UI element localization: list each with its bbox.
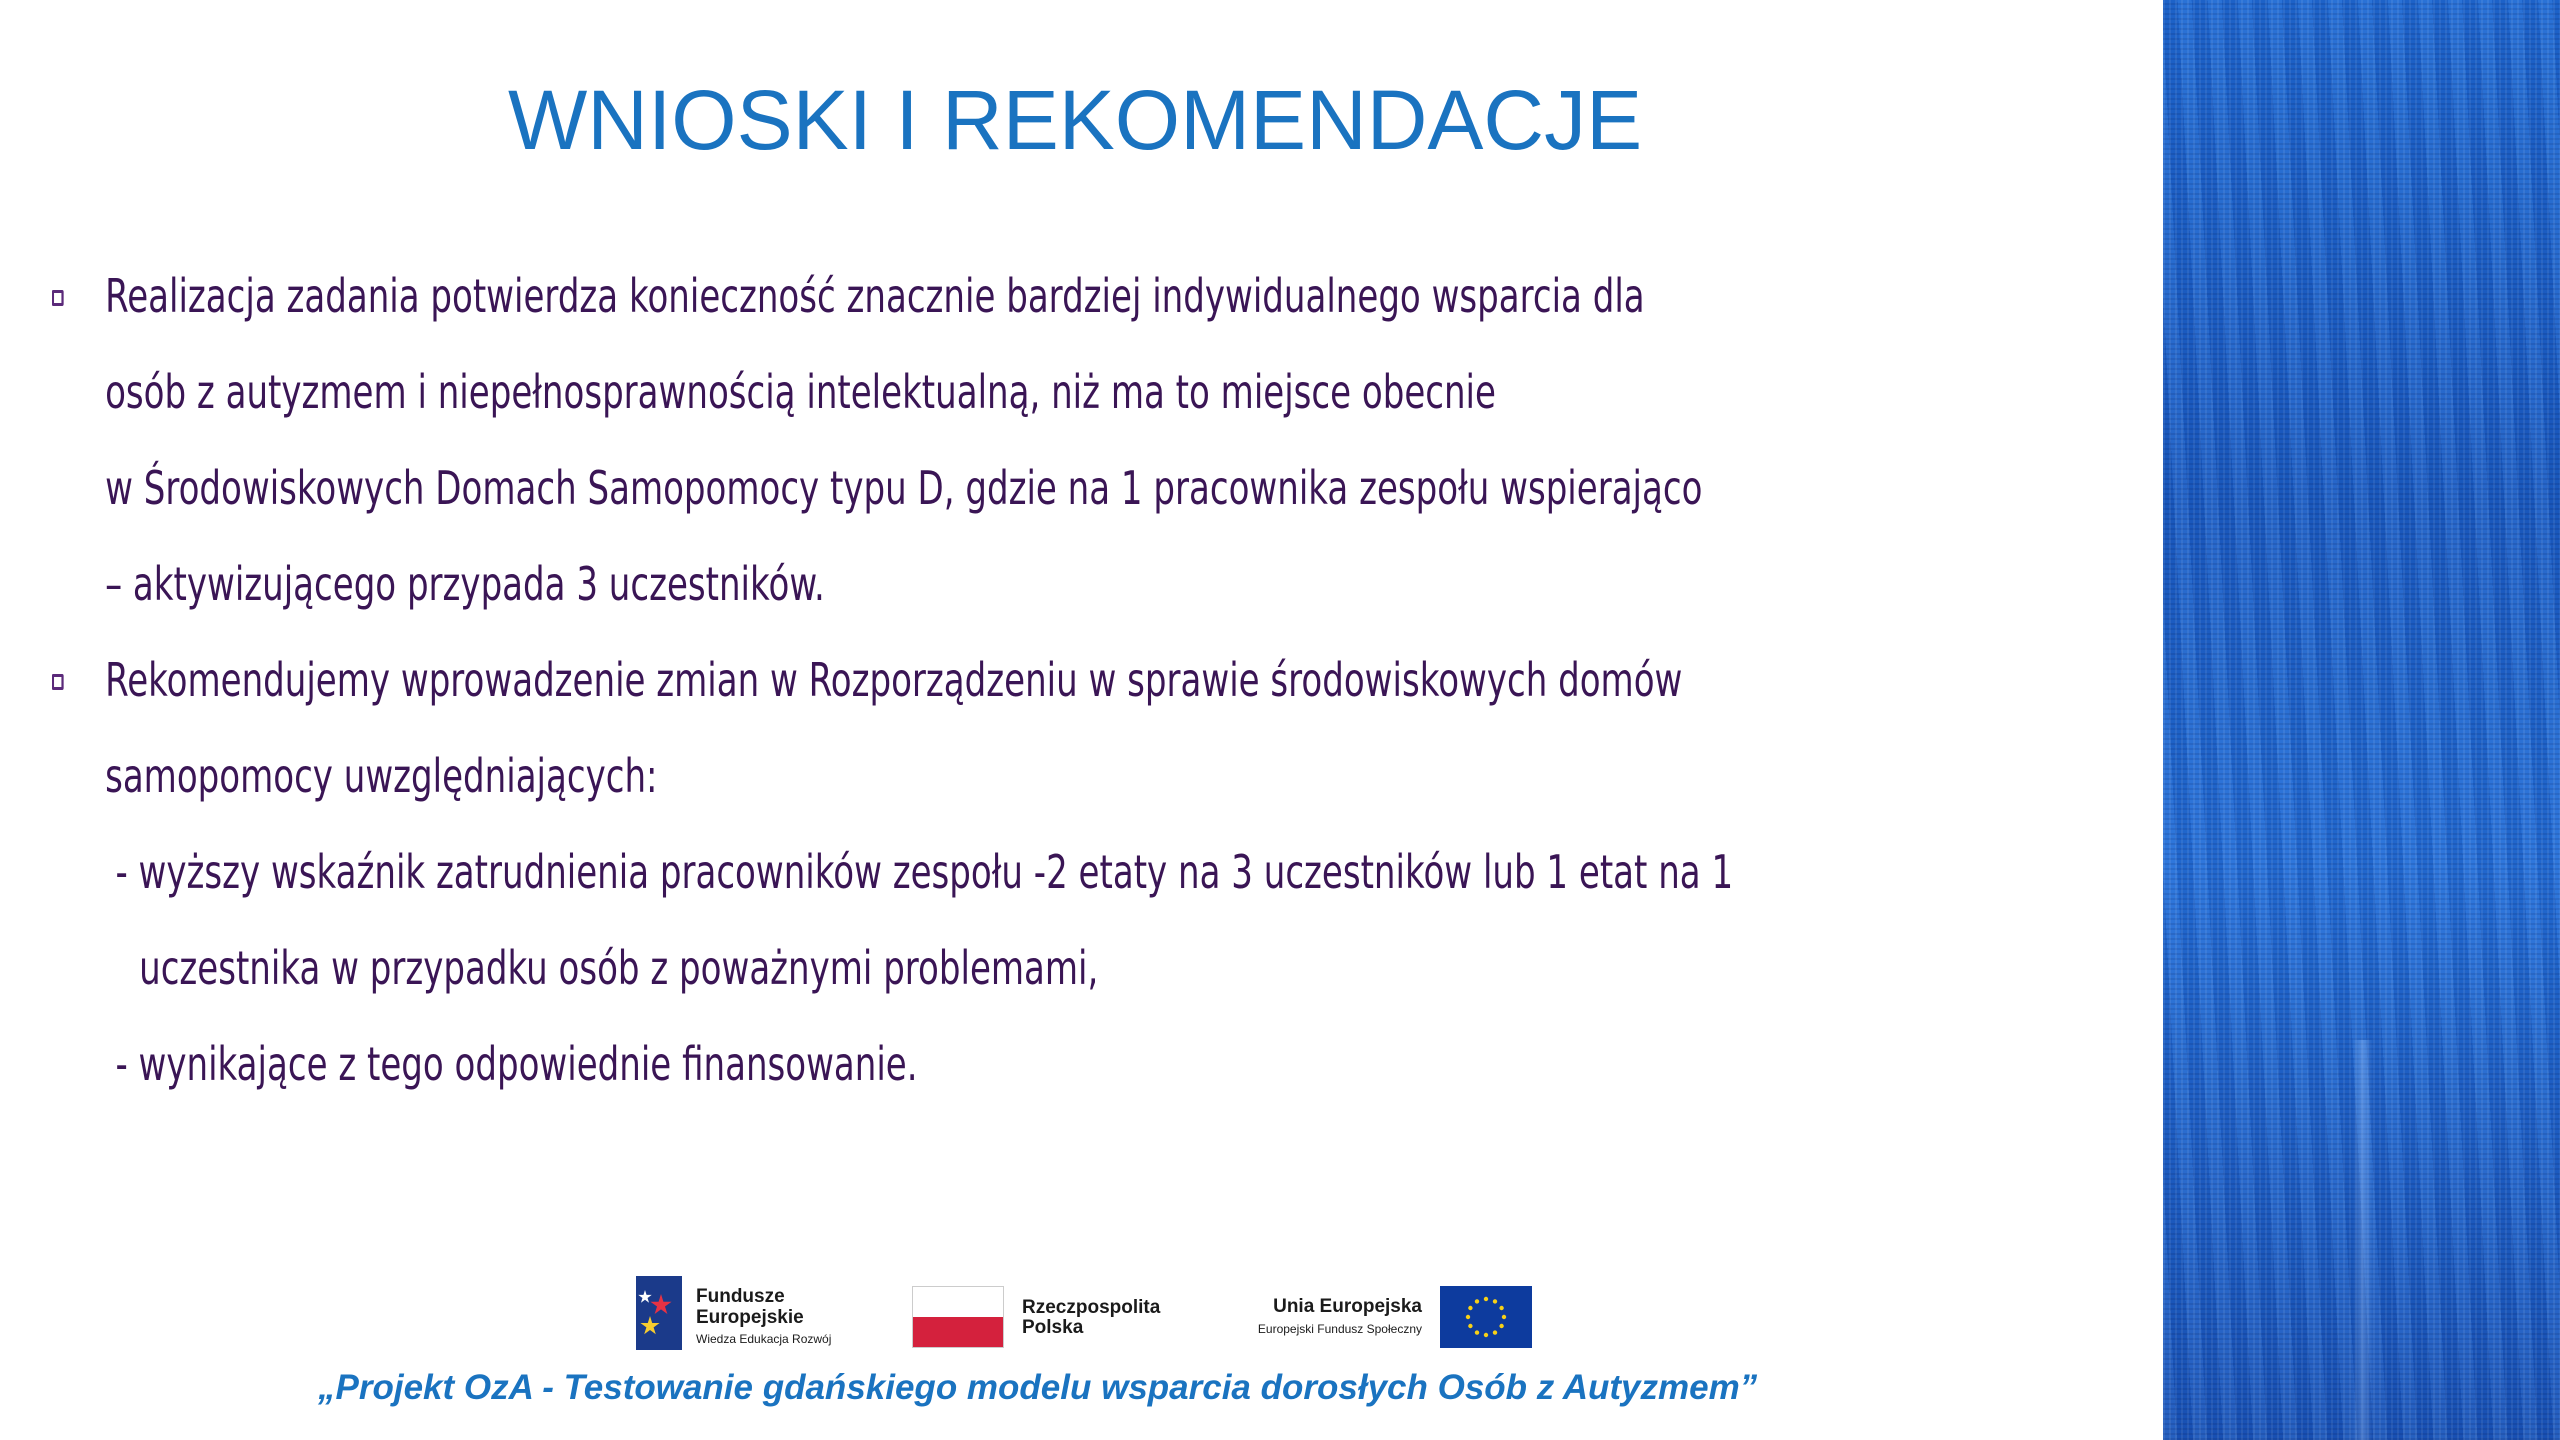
rzeczpospolita-name <box>1022 1298 1160 1338</box>
sub-item-1-line-1: - wyższy wskaźnik zatrudnienia pracowników zespołu -2 etaty na 3 uczestników lub 1 etat na 1 <box>115 845 1734 899</box>
project-footer: „Projekt OzA - Testowanie gdańskiego modelu wsparcia dorosłych Osób z Autyzmem” <box>318 1368 1758 1407</box>
fundusze-subtitle: Wiedza Edukacja Rozwój <box>696 1332 832 1346</box>
bullet-1-line-2: osób z autyzmem i niepełnosprawnością intelektualną, niż ma to miejsce obecnie <box>105 365 1496 419</box>
rzeczpospolita-name-line-2: Polska <box>1022 1317 1084 1338</box>
slide-title: WNIOSKI I REKOMENDACJE <box>508 73 1643 167</box>
unia-name: Unia Europejska <box>1273 1296 1422 1317</box>
eu-flag-icon <box>1440 1286 1532 1348</box>
funding-logos <box>636 1272 1536 1352</box>
rzeczpospolita-polska-logo <box>912 1286 1202 1348</box>
bullet-square-icon <box>52 674 64 690</box>
bullet-1-line-4: – aktywizującego przypada 3 uczestników. <box>105 557 825 611</box>
fundusze-stars-icon <box>636 1276 682 1350</box>
rzeczpospolita-name-line-1: Rzeczpospolita <box>1022 1297 1161 1318</box>
bullet-2-line-2: samopomocy uwzględniających: <box>105 749 658 803</box>
bullet-1-line-1: Realizacja zadania potwierdza konieczność znacznie bardziej indywidualnego wsparcia dla <box>105 269 1645 323</box>
decorative-blue-canvas <box>2163 0 2560 1440</box>
fundusze-name-line-1: Fundusze <box>696 1286 785 1307</box>
bullet-square-icon <box>52 290 64 306</box>
fundusze-name-line-2: Europejskie <box>696 1307 804 1328</box>
sub-item-1-line-2: uczestnika w przypadku osób z poważnymi problemami, <box>139 941 1099 995</box>
fundusze-europejskie-logo <box>636 1272 866 1352</box>
fundusze-name <box>696 1286 804 1328</box>
unia-europejska-logo <box>1232 1286 1532 1348</box>
unia-subtitle: Europejski Fundusz Społeczny <box>1257 1322 1422 1336</box>
bullet-1-line-3: w Środowiskowych Domach Samopomocy typu D, gdzie na 1 pracownika zespołu wspierająco <box>105 461 1703 515</box>
polish-flag-icon <box>912 1286 1004 1348</box>
sub-item-2-line-1: - wynikające z tego odpowiednie finansowanie. <box>115 1037 918 1091</box>
bullet-2-line-1: Rekomendujemy wprowadzenie zmian w Rozporządzeniu w sprawie środowiskowych domów <box>105 653 1683 707</box>
